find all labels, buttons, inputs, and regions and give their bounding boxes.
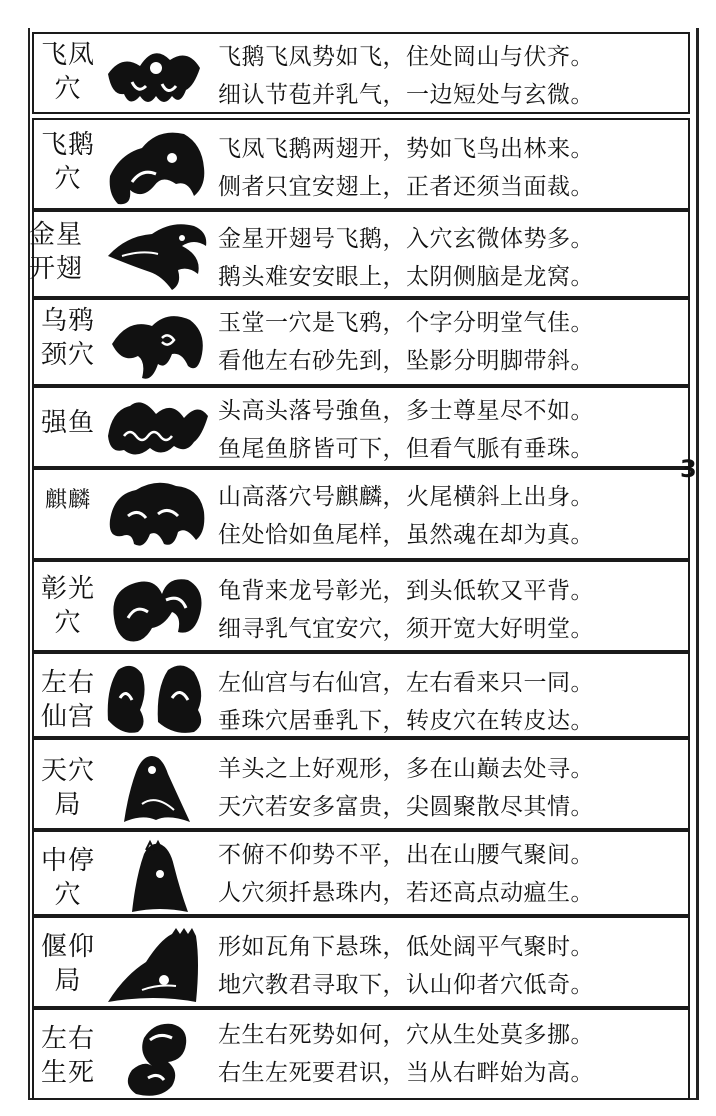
- entry-name-line: 乌鸦: [40, 306, 95, 336]
- verse: [218, 38, 594, 114]
- verse: [218, 304, 594, 380]
- flying-phoenix-mountain-icon: [102, 38, 212, 112]
- entry-row: [32, 560, 690, 652]
- entry-row: [32, 298, 690, 386]
- entry-name: [26, 218, 86, 286]
- entry-name: [38, 666, 98, 734]
- entry-name: [38, 406, 98, 440]
- verse: [218, 750, 594, 826]
- entry-name-line: 飞凤: [40, 40, 95, 70]
- entry-name-line: 局: [54, 790, 82, 820]
- golden-star-wings-mountain-icon: [102, 216, 212, 294]
- verse-line: 侧者只宜安翅上，正者还须当面裁。: [218, 174, 594, 200]
- verse-line: 山高落穴号麒麟，火尾横斜上出身。: [218, 484, 594, 510]
- entry-name-line: 中停: [40, 846, 95, 876]
- crow-neck-mountain-icon: [102, 304, 212, 384]
- qilin-mountain-icon: [102, 474, 212, 556]
- verse: [218, 836, 594, 912]
- entry-row: [32, 118, 690, 210]
- verse-line: 飞鹅飞凤势如飞，住处岡山与伏齐。: [218, 44, 594, 70]
- verse: [218, 478, 594, 554]
- verse-line: 玉堂一穴是飞鸦，个字分明堂气佳。: [218, 310, 594, 336]
- entry-name-line: 穴: [54, 74, 82, 104]
- entry-name-line: 开翅: [28, 254, 83, 284]
- verse-line: 左生右死势如何，穴从生处莫多挪。: [218, 1022, 594, 1048]
- life-death-mountain-icon: [102, 1014, 212, 1100]
- twin-palace-mountain-icon: [102, 658, 212, 736]
- verse: [218, 1016, 594, 1092]
- entry-name-line: 穴: [54, 608, 82, 638]
- entry-name-line: 穴: [54, 880, 82, 910]
- verse: [218, 392, 594, 468]
- entry-name: [38, 844, 98, 912]
- heaven-point-mountain-icon: [102, 744, 212, 828]
- entry-row: [32, 652, 690, 738]
- verse-line: 形如瓦角下悬珠，低处阔平气聚时。: [218, 934, 594, 960]
- entry-name-line: 颈穴: [40, 340, 95, 370]
- entry-name-line: 彰光: [40, 574, 95, 604]
- verse-line: 不俯不仰势不平，出在山腰气聚间。: [218, 842, 594, 868]
- verse-line: 垂珠穴居垂乳下，转皮穴在转皮达。: [218, 708, 594, 734]
- zhangguang-mountain-icon: [102, 566, 212, 650]
- entry-name-line: 左右: [40, 1024, 95, 1054]
- verse-line: 左仙宫与右仙宫，左右看来只一同。: [218, 670, 594, 696]
- verse-line: 金星开翅号飞鹅，入穴玄微体势多。: [218, 226, 594, 252]
- entry-name-line: 偃仰: [40, 932, 95, 962]
- entry-name: [38, 930, 98, 998]
- verse-line: 人穴须扦悬珠内，若还高点动瘟生。: [218, 880, 594, 906]
- verse-line: 飞凤飞鹅两翅开，势如飞鸟出林来。: [218, 136, 594, 162]
- entry-row: [32, 386, 690, 468]
- verse-line: 地穴教君寻取下，认山仰者穴低奇。: [218, 972, 594, 998]
- verse: [218, 130, 594, 206]
- verse: [218, 220, 594, 296]
- entry-name: [38, 38, 98, 106]
- entry-row: [32, 738, 690, 830]
- verse-line: 天穴若安多富贵，尖圆聚散尽其情。: [218, 794, 594, 820]
- entry-name: [38, 484, 98, 518]
- entry-row: [32, 830, 690, 916]
- middle-point-mountain-icon: [102, 836, 212, 916]
- entry-name-line: 麒麟: [44, 488, 91, 513]
- verse-line: 头高头落号強鱼，多士尊星尽不如。: [218, 398, 594, 424]
- entry-name-line: 穴: [54, 164, 82, 194]
- entry-row: [32, 1008, 690, 1100]
- reclining-mountain-icon: [102, 922, 212, 1008]
- verse: [218, 572, 594, 648]
- entry-name: [38, 304, 98, 372]
- verse-line: 龟背来龙号彰光，到头低软又平背。: [218, 578, 594, 604]
- verse-line: 住处恰如鱼尾样，虽然魂在却为真。: [218, 522, 594, 548]
- entry-row: [28, 210, 690, 298]
- flying-goose-mountain-icon: [102, 124, 212, 208]
- entry-name: [38, 1022, 98, 1090]
- verse-line: 羊头之上好观形，多在山巅去处寻。: [218, 756, 594, 782]
- verse: [218, 928, 594, 1004]
- entry-name-line: 强鱼: [40, 408, 95, 438]
- entry-name: [38, 754, 98, 822]
- verse-line: 鹅头难安安眼上，太阴侧脑是龙窝。: [218, 264, 594, 290]
- entry-name-line: 生死: [40, 1058, 95, 1088]
- entry-name-line: 飞鹅: [40, 130, 95, 160]
- verse-line: 看他左右砂先到，坠影分明脚带斜。: [218, 348, 594, 374]
- verse: [218, 664, 594, 740]
- verse-line: 细寻乳气宜安穴，须开宽大好明堂。: [218, 616, 594, 642]
- entry-row: [32, 916, 690, 1008]
- entry-name-line: 局: [54, 966, 82, 996]
- entry-name-line: 天穴: [40, 756, 95, 786]
- entry-name-line: 左右: [40, 668, 95, 698]
- entry-name-line: 仙宫: [40, 702, 95, 732]
- strong-fish-mountain-icon: [102, 392, 212, 464]
- entry-row: [32, 32, 690, 114]
- entry-name-line: 金星: [28, 220, 83, 250]
- page-number: 3: [680, 455, 697, 483]
- verse-line: 细认节苞并乳气，一边短处与玄微。: [218, 82, 594, 108]
- entry-row: [32, 468, 690, 560]
- entry-name: [38, 572, 98, 640]
- verse-line: 右生左死要君识，当从右畔始为高。: [218, 1060, 594, 1086]
- entry-name: [38, 128, 98, 196]
- verse-line: 鱼尾鱼脐皆可下，但看气脈有垂珠。: [218, 436, 594, 462]
